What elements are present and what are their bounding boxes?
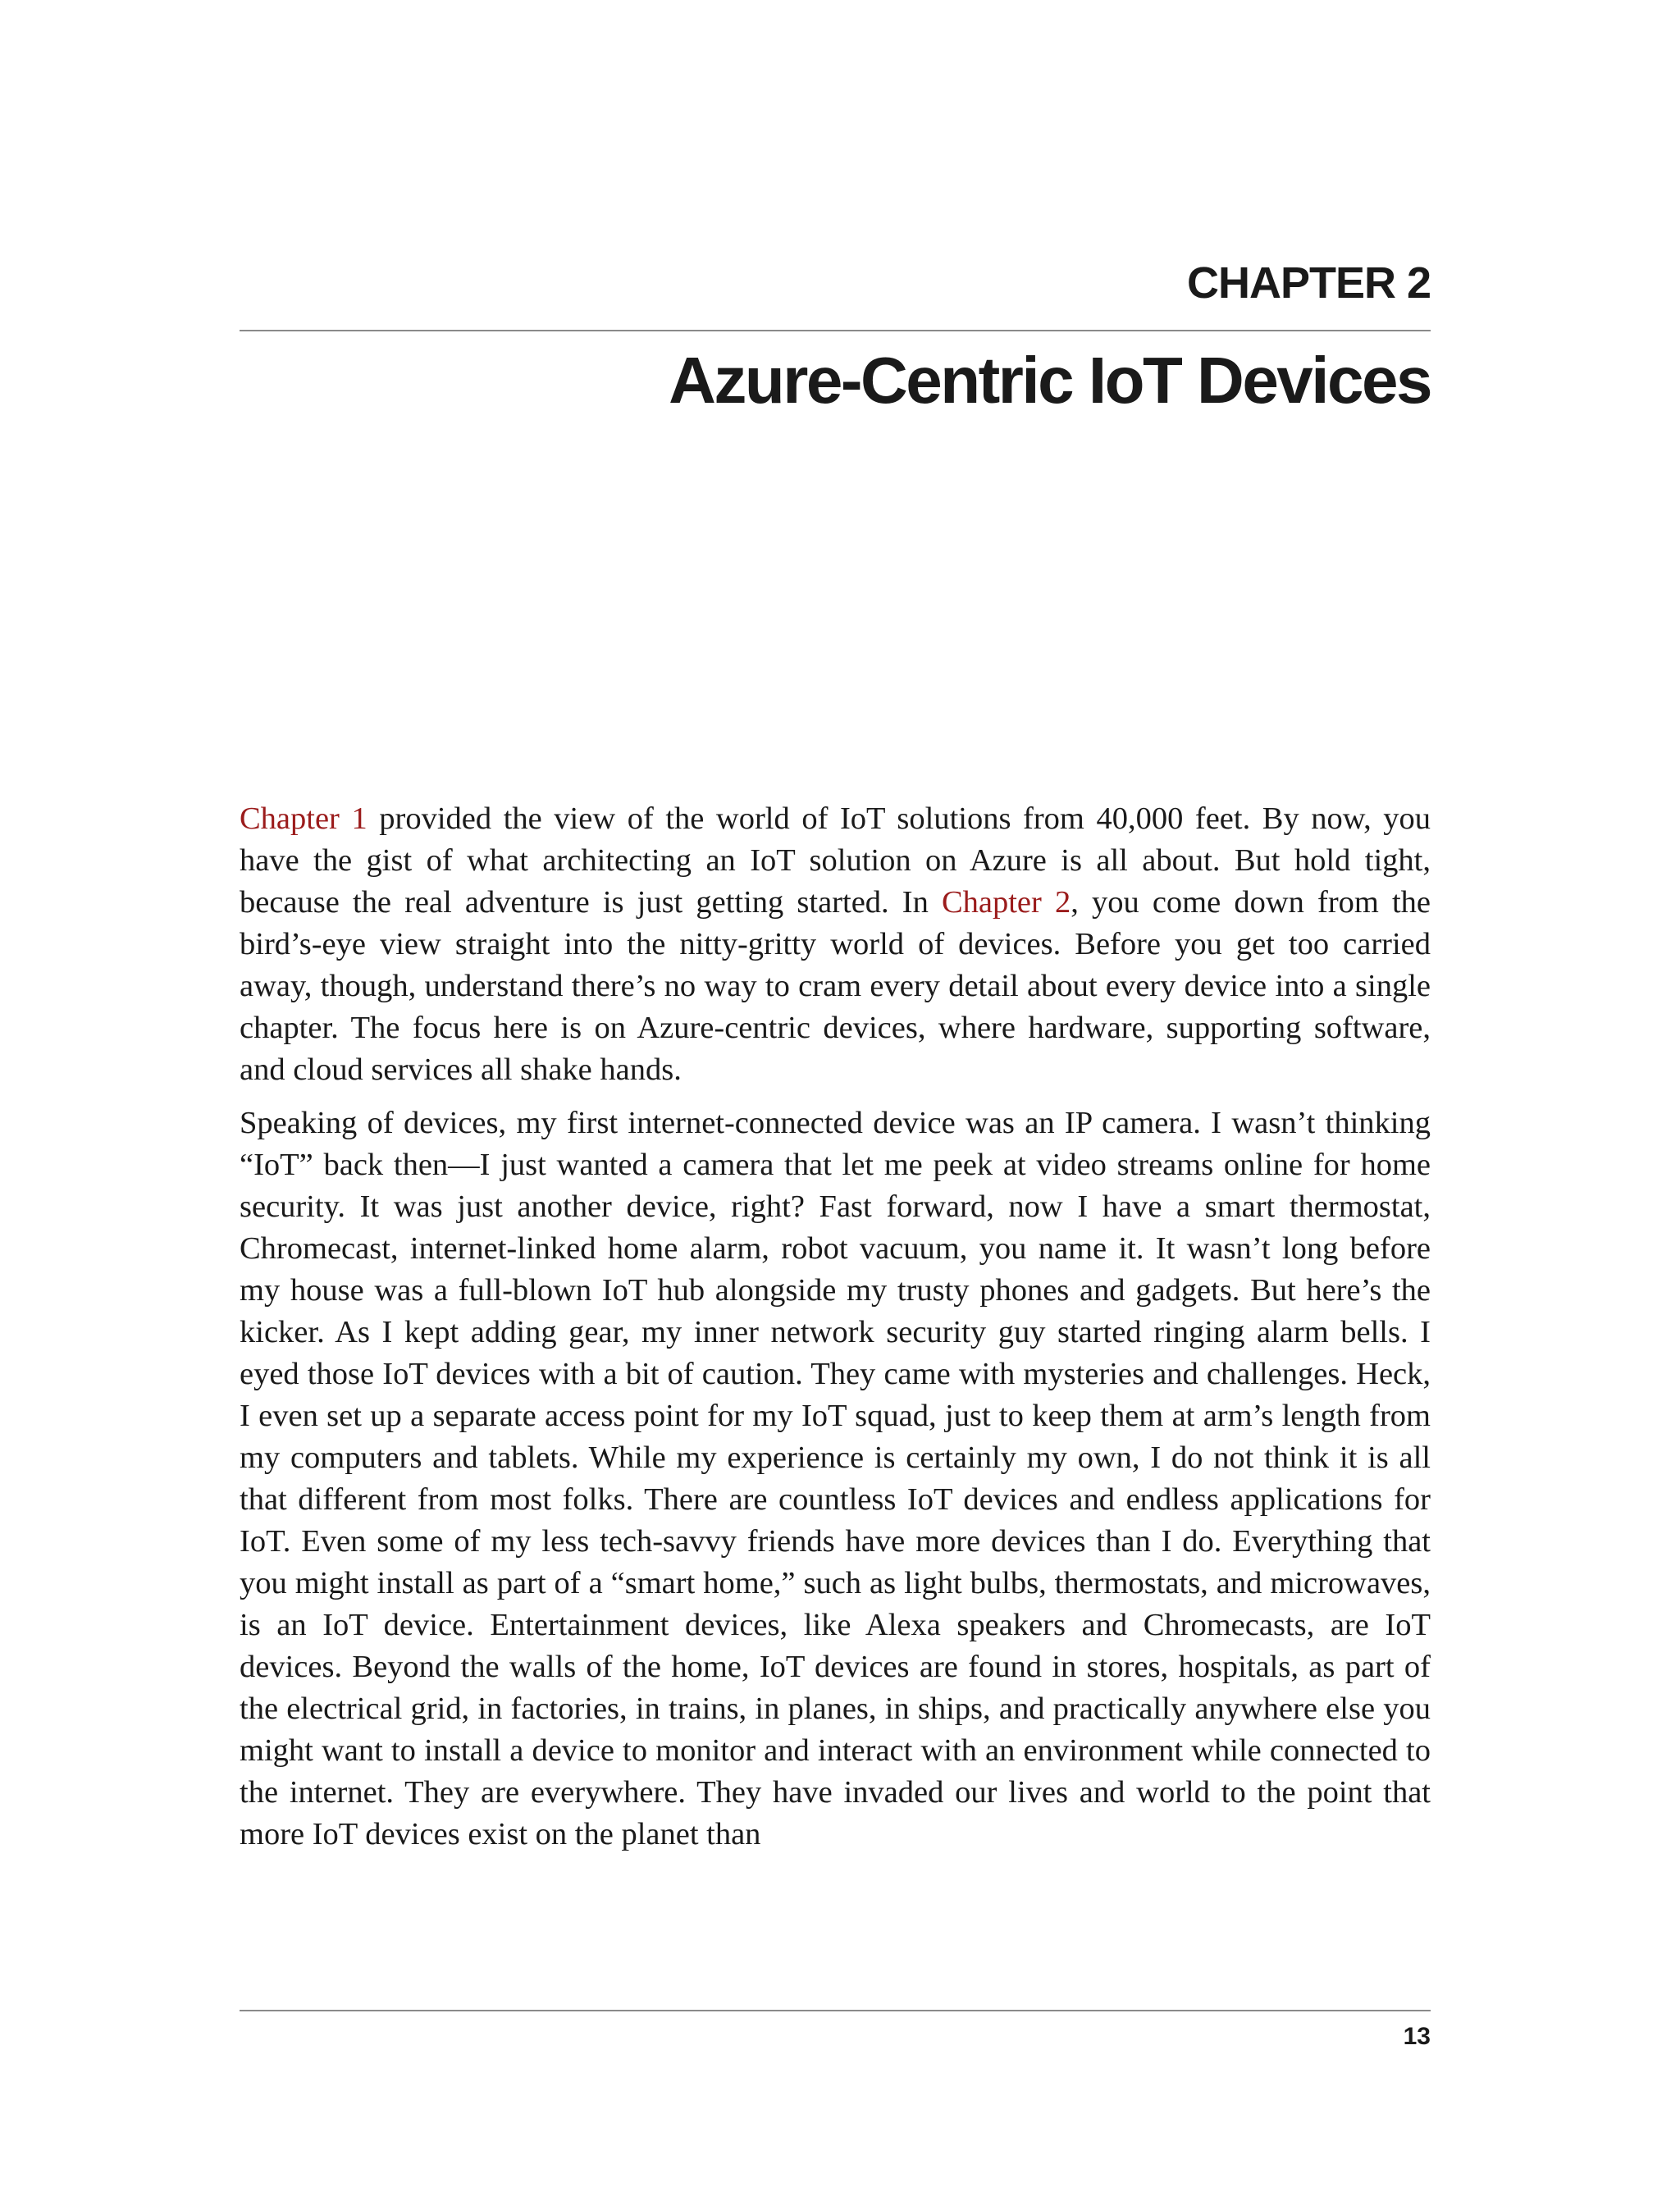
paragraph-1-text-a: provided the view of the world of IoT solutions from 40,000 feet. By now, you have the gist of what architecting an IoT solution on Azure is all about. But hold tight, because the real adventure is just getting started. In: [240, 801, 1431, 920]
header-rule: [240, 330, 1431, 331]
chapter-1-link[interactable]: Chapter 1: [240, 801, 368, 836]
footer-rule: [240, 2010, 1431, 2011]
paragraph-2: Speaking of devices, my first internet-connected device was an IP camera. I wasn’t thinking “IoT” back then—I just wanted a camera that let me peek at video streams online for home security. It was just another device, right? Fast forward, now I have a smart thermostat, Chromecast, internet-linked home alarm, robot vacuum, you name it. It wasn’t long before my house was a full-blown IoT hub alongside my trusty phones and gadgets. But here’s the kicker. As I kept adding gear, my inner network security guy started ringing alarm bells. I eyed those IoT devices with a bit of caution. They came with mysteries and challenges. Heck, I even set up a separate access point for my IoT squad, just to keep them at arm’s length from my computers and tablets. While my experience is certainly my own, I do not think it is all that different from most folks. There are countless IoT devices and endless applications for IoT. Even some of my less tech-savvy friends have more devices than I do. Everything that you might install as part of a “smart home,” such as light bulbs, thermostats, and microwaves, is an IoT device. Entertainment devices, like Alexa speakers and Chromecasts, are IoT devices. Beyond the walls of the home, IoT devices are found in stores, hospitals, as part of the electrical grid, in factories, in trains, in planes, in ships, and practically anywhere else you might want to install a device to monitor and interact with an environment while connected to the internet. They are everywhere. They have invaded our lives and world to the point that more IoT devices exist on the planet than: [240, 1106, 1431, 1851]
chapter-2-link[interactable]: Chapter 2: [941, 885, 1071, 920]
chapter-title: Azure-Centric IoT Devices: [669, 344, 1431, 417]
page-number: 13: [1403, 2023, 1431, 2050]
chapter-label: CHAPTER 2: [1186, 258, 1431, 308]
paragraph-1-text-b: , you come down from the bird’s-eye view straight into the nitty-gritty world of devices. Before you get too carried away, though, understand there’s no way to cram every detail about every device into a single chapter. The focus here is on Azure-centric devices, where hardware, supporting software, and cloud services all shake hands.: [240, 885, 1431, 1087]
paragraph-1: [240, 798, 1431, 1091]
body-text: [240, 798, 1431, 1867]
